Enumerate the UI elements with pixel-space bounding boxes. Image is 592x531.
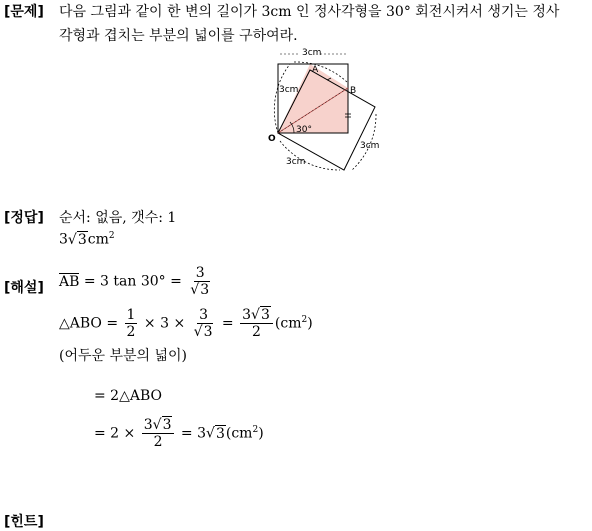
problem-text-line2: 각형과 겹치는 부분의 넓이를 구하여라. (59, 28, 298, 44)
fraction-4-radicand: 3 (260, 307, 270, 323)
solution-line2 (59, 307, 313, 340)
fraction-4-den: 2 (252, 324, 261, 340)
fraction-1-radicand: 3 (200, 282, 210, 298)
l5-a: = 2 × (94, 425, 140, 442)
answer-line1: 순서: 없음, 갯수: 1 (59, 210, 177, 226)
solution-line3: (어두운 부분의 넓이) (59, 348, 188, 364)
l5-unit-exp: 2 (252, 424, 259, 435)
l5-radicand: 3 (215, 425, 225, 442)
answer-sqrt: √3 (67, 231, 87, 248)
l5-unit-close: ) (258, 425, 264, 442)
fraction-5-radicand: 3 (162, 417, 172, 433)
answer-label: [정답] (4, 210, 44, 226)
point-a-label: A (312, 65, 319, 75)
fraction-3-radicand: 3 (203, 324, 213, 340)
fraction-1-den: √3 (190, 282, 210, 298)
solution-line4: = 2△ABO (94, 388, 162, 404)
l2-unit-close: ) (307, 315, 313, 332)
fraction-5 (142, 417, 175, 450)
l2-lhs: △ABO = (59, 315, 123, 332)
answer-radicand: 3 (77, 231, 87, 248)
point-o-label: O (268, 134, 276, 144)
fraction-5-den: 2 (153, 434, 163, 450)
fraction-4-num: 3√3 (240, 307, 273, 324)
l2-eq: = (217, 315, 239, 332)
solution-line5: = 2 × $\frac{3√3}{2}$ = $3√3(cm^2)$ (94, 417, 264, 450)
l5-unit: (cm (225, 425, 253, 442)
solution-label: [해설] (4, 280, 44, 296)
fraction-2 (125, 307, 138, 340)
answer-value (59, 231, 115, 248)
hint-label: [힌트] (4, 514, 44, 530)
fraction-3-num: 3 (199, 307, 209, 323)
fraction-1 (188, 265, 212, 298)
dim-left: 3cm (279, 85, 299, 95)
solution-line1 (59, 265, 214, 298)
answer-unit-exp: 2 (108, 231, 115, 241)
l2-mid: × 3 × (139, 315, 190, 332)
l2-unit: (cm (274, 315, 302, 332)
dim-top: 3cm (302, 48, 322, 58)
problem-text-line1: 다음 그림과 같이 한 변의 길이가 3cm 인 정사각형을 30° 회전시켜서 생기는 정사 (59, 4, 560, 20)
l2-unit-exp: 2 (301, 314, 308, 325)
fraction-4 (240, 307, 273, 340)
answer-unit: cm (87, 231, 109, 248)
dim-right: 3cm (360, 141, 380, 151)
fraction-4-coef: 3 (242, 307, 252, 323)
rotated-square-figure (264, 44, 388, 176)
dim-bottom: 3cm (286, 157, 306, 167)
fraction-1-num: 3 (195, 265, 205, 281)
problem-label: [문제] (4, 4, 44, 20)
fraction-2-num: 1 (126, 307, 136, 323)
segment-ab: AB (59, 273, 80, 290)
l5-b: = 3 (176, 425, 207, 442)
fraction-3-den: √3 (193, 324, 213, 340)
angle-label: 30° (296, 125, 312, 135)
answer-coef: 3 (59, 231, 68, 248)
point-b-label: B (350, 86, 357, 96)
fraction-5-num: 3√3 (142, 417, 175, 434)
fraction-2-den: 2 (126, 324, 136, 340)
fraction-5-coef: 3 (143, 417, 153, 433)
eq1-text: = 3 tan 30° = (79, 273, 187, 290)
fraction-3 (192, 307, 216, 340)
